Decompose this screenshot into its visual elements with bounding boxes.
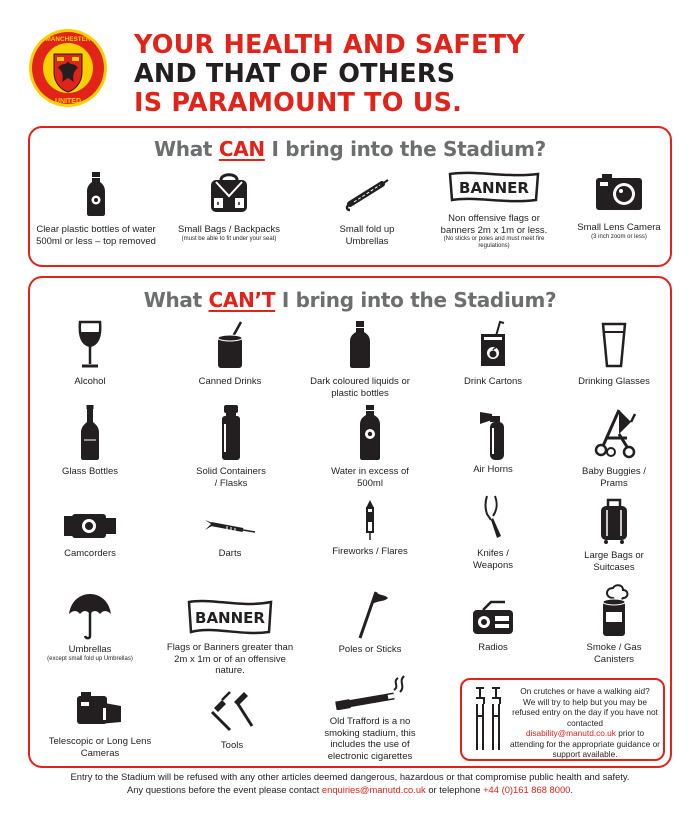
headline-line-3: IS PARAMOUNT TO US.: [134, 88, 463, 118]
item-label: Old Trafford is a no smoking stadium, this includes the use of electronic cigarettes: [324, 716, 416, 762]
headline: [134, 31, 525, 118]
cant-item-water-excess: [330, 404, 410, 489]
drink-carton-icon: [478, 320, 508, 368]
smoke-canister-icon: [597, 584, 631, 638]
cigarette-icon: [330, 674, 410, 710]
camcorder-icon: [62, 512, 118, 540]
cant-item-air-horns: [458, 408, 528, 476]
glass-icon: [600, 320, 628, 368]
item-note: (3 inch zoom or less): [591, 233, 647, 240]
item-note: (No sticks or poles and must meet fire regulations): [443, 236, 545, 249]
air-horn-icon: [476, 408, 510, 460]
telephone-link[interactable]: +44 (0)161 868 8000: [483, 784, 571, 795]
disability-email-link[interactable]: disability@manutd.co.uk: [525, 728, 616, 738]
item-label: Air Horns: [473, 464, 513, 475]
enquiries-email-link[interactable]: enquiries@manutd.co.uk: [321, 784, 426, 795]
glass-bottle-icon: [78, 404, 102, 460]
cant-item-camcorders: [40, 512, 140, 560]
camera-icon: [594, 172, 644, 212]
item-label: Dark coloured liquids or plastic bottles: [310, 376, 410, 399]
item-label: Darts: [218, 548, 242, 559]
cant-highlight: CAN’T: [208, 288, 276, 312]
cant-item-no-smoking: [314, 674, 426, 762]
item-label: Drink Cartons: [463, 376, 523, 387]
cant-item-alcohol: [40, 320, 140, 388]
cant-item-telescopic-cameras: [40, 690, 160, 759]
radio-icon: [471, 600, 515, 636]
cant-item-darts: [180, 514, 280, 560]
cant-item-drink-cartons: [448, 320, 538, 388]
item-note: (except small fold up Umbrellas): [47, 655, 133, 662]
banner-icon: [446, 170, 542, 204]
item-label: Small fold up Umbrellas: [339, 224, 395, 247]
cant-item-poles: [330, 588, 410, 656]
footer-contact: Any questions before the event please contact enquiries@manutd.co.uk or telephone +44 (0)161 868 8000.: [126, 784, 574, 795]
buggy-icon: [589, 404, 639, 460]
item-label: Canned Drinks: [198, 376, 262, 387]
manchester-united-crest-logo: [28, 28, 108, 108]
cant-item-knives: [458, 494, 528, 571]
crutches-icon: [470, 686, 506, 752]
item-label: Alcohol: [74, 376, 106, 387]
can-item-water-bottle: [32, 172, 160, 247]
item-label: Smoke / Gas Canisters: [586, 642, 642, 665]
wine-glass-icon: [75, 320, 105, 368]
telescope-lens-icon: [75, 690, 125, 730]
headline-line-1: YOUR HEALTH AND SAFETY: [134, 30, 525, 60]
folded-umbrella-icon: [342, 172, 392, 212]
item-label: Fireworks / Flares: [332, 546, 408, 557]
item-label: Flags or Banners greater than 2m x 1m or of an offensive nature.: [166, 642, 294, 676]
flag-pole-icon: [350, 588, 390, 640]
cant-item-suitcases: [574, 498, 654, 573]
crest-text-bottom: UNITED: [54, 98, 82, 105]
banner-text: BANNER: [195, 609, 265, 627]
item-label: Water in excess of 500ml: [331, 466, 409, 489]
cant-item-smoke-canisters: [574, 584, 654, 665]
cant-item-radios: [458, 600, 528, 654]
item-label: Baby Buggies / Prams: [582, 466, 646, 489]
banner-text: BANNER: [459, 179, 529, 197]
item-label: Clear plastic bottles of water 500ml or less – top removed: [36, 224, 156, 247]
cant-item-flags-banners: [166, 598, 294, 677]
item-label: Drinking Glasses: [578, 376, 650, 387]
cant-item-drinking-glasses: [574, 320, 654, 388]
item-label: Telescopic or Long Lens Cameras: [48, 736, 152, 759]
suitcase-icon: [599, 498, 629, 544]
item-label: Small Bags / Backpacks: [178, 224, 280, 235]
footer-warning: Entry to the Stadium will be refused with any other articles deemed dangerous, hazardous or that compromise public health and safety.: [70, 771, 630, 782]
item-label: Knifes / Weapons: [473, 548, 513, 571]
firework-icon: [362, 500, 378, 540]
dark-bottle-icon: [348, 320, 372, 368]
large-water-bottle-icon: [359, 404, 381, 460]
banner-icon: [185, 598, 275, 636]
item-label: Small Lens Camera: [577, 222, 661, 233]
knife-icon: [481, 494, 505, 542]
item-label: Radios: [478, 642, 508, 653]
can-item-camera: [573, 172, 665, 241]
backpack-icon: [207, 172, 251, 214]
item-label: Umbrellas: [68, 644, 112, 655]
cant-item-tools: [192, 688, 272, 752]
item-label: Glass Bottles: [62, 466, 118, 477]
cant-item-canned-drinks: [180, 320, 280, 388]
can-icon: [215, 320, 245, 368]
flask-icon: [220, 404, 242, 460]
can-item-umbrella: [324, 172, 410, 247]
water-bottle-icon: [86, 172, 106, 216]
item-label: Camcorders: [64, 548, 116, 559]
dart-icon: [203, 514, 257, 540]
can-highlight: CAN: [218, 137, 265, 161]
headline-line-2: AND THAT OF OTHERS: [134, 59, 456, 89]
crest-text-top: MANCHESTER: [45, 36, 91, 43]
umbrella-icon: [67, 592, 113, 640]
cant-item-buggies: [574, 404, 654, 489]
cant-bring-title: What CAN’T I bring into the Stadium?: [143, 288, 557, 312]
cant-item-umbrellas: [40, 592, 140, 663]
cant-item-glass-bottles: [40, 404, 140, 478]
can-item-backpack: [170, 172, 288, 243]
item-label: Solid Containers / Flasks: [196, 466, 266, 489]
item-note: (must be able to fit under your seat): [181, 235, 277, 242]
item-label: Large Bags or Suitcases: [584, 550, 644, 573]
walking-aid-text: On crutches or have a walking aid? We will try to help but you may be refused entry on the day if you have not contacted disability@manutd.co.uk prior to attending for the appropriate guidance or support available.: [510, 686, 660, 759]
can-bring-title: What CAN I bring into the Stadium?: [154, 137, 546, 161]
cant-item-flasks: [196, 404, 266, 489]
item-label: Tools: [220, 740, 244, 751]
item-label: Poles or Sticks: [338, 644, 402, 655]
tools-icon: [208, 688, 256, 734]
can-item-banner: [430, 170, 558, 250]
cant-item-fireworks: [322, 500, 418, 558]
cant-item-dark-liquids: [298, 320, 422, 399]
item-label: Non offensive flags or banners 2m x 1m or less.: [440, 213, 548, 236]
can-bring-panel: [28, 126, 672, 267]
walking-aid-notice: [460, 678, 665, 761]
